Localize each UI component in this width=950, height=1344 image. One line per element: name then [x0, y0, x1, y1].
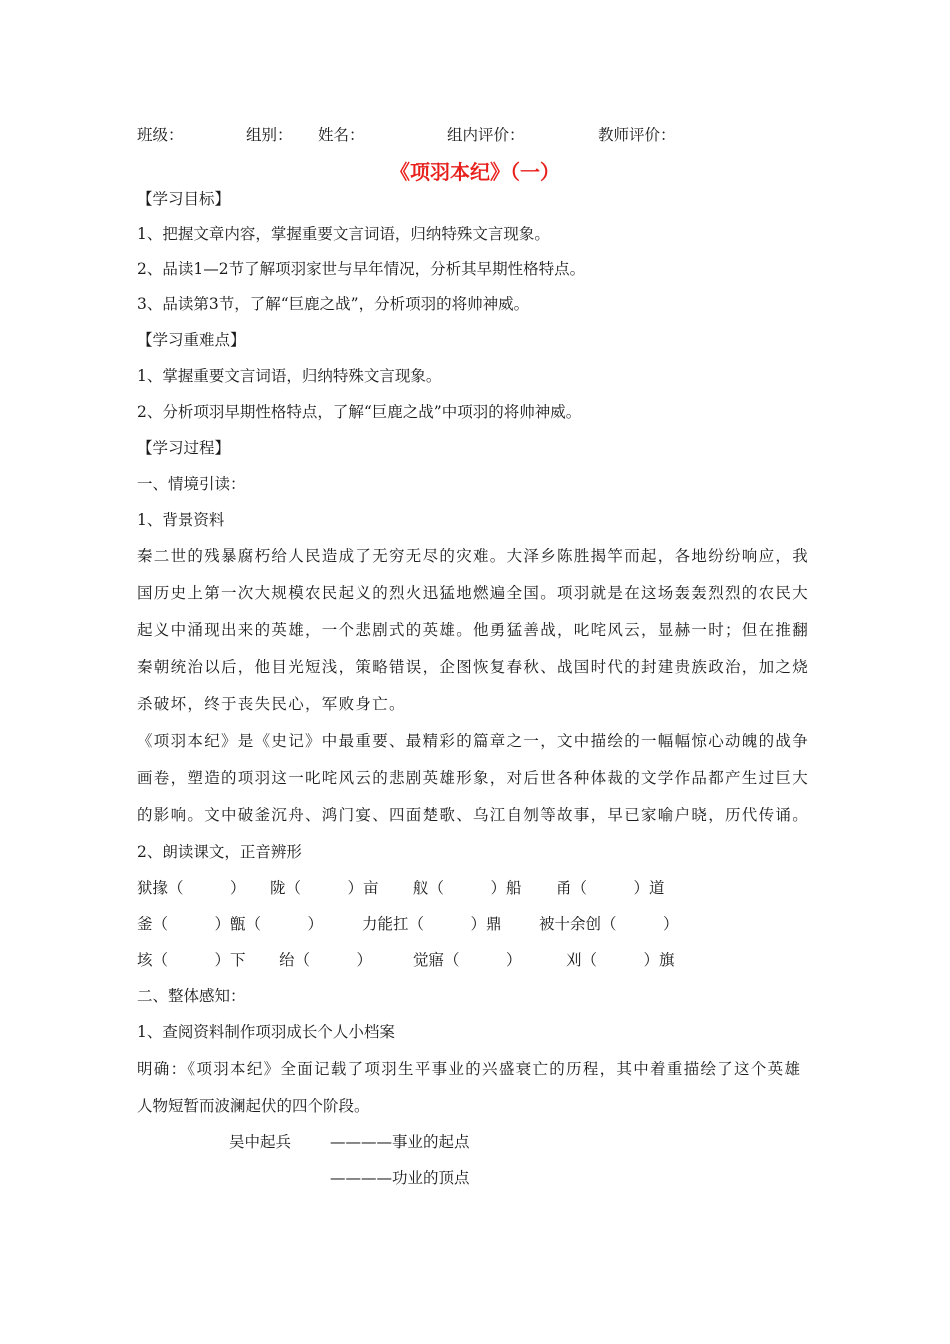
- teacher-eval-label: 教师评价：: [598, 126, 676, 144]
- paragraph-line: 国历史上第一次大规模农民起义的烈火迅猛地燃遍全国。项羽就是在这场轰轰烈烈的农民大: [137, 584, 810, 602]
- pron-item: 甬（ ）道: [556, 879, 665, 897]
- pron-item: 舣（ ）船: [413, 879, 522, 897]
- stage-desc: ————功业的顶点: [330, 1169, 470, 1187]
- pron-item: 釜（ ）甑（ ）: [137, 915, 324, 933]
- key-points-heading: 【学习重难点】: [137, 331, 246, 349]
- objective-item: 3、品读第3节，了解“巨鹿之战”，分析项羽的将帅神威。: [137, 295, 530, 313]
- section-heading: 二、整体感知：: [137, 987, 246, 1005]
- paragraph-line: 起义中涌现出来的英雄，一个悲剧式的英雄。他勇猛善战，叱咤风云，显赫一时；但在推翻: [137, 621, 810, 639]
- pron-item: 刈（ ）旗: [566, 951, 675, 969]
- pron-item: 力能扛（ ）鼎: [362, 915, 502, 933]
- paragraph-line: 人物短暂而波澜起伏的四个阶段。: [137, 1097, 370, 1115]
- section-heading: 一、情境引读：: [137, 475, 246, 493]
- pron-item: 陇（ ）亩: [270, 879, 379, 897]
- pron-item: 垓（ ）下: [137, 951, 246, 969]
- class-label: 班级：: [137, 126, 184, 144]
- pron-item: 狱掾（ ）: [137, 879, 246, 897]
- paragraph-line: 秦朝统治以后，他目光短浅，策略错误，企图恢复春秋、战国时代的封建贵族政治，加之烧: [137, 658, 810, 676]
- paragraph-line: 杀破坏，终于丧失民心，军败身亡。: [137, 695, 406, 713]
- pron-item: 被十余创（ ）: [539, 915, 679, 933]
- subsection-heading: 2、朗读课文，正音辨形: [137, 843, 302, 861]
- subsection-heading: 1、背景资料: [137, 511, 225, 529]
- paragraph-line: 画卷，塑造的项羽这一叱咤风云的悲剧英雄形象，对后世各种体裁的文学作品都产生过巨大: [137, 769, 810, 787]
- group-eval-label: 组内评价：: [447, 126, 525, 144]
- key-point-item: 2、分析项羽早期性格特点，了解“巨鹿之战”中项羽的将帅神威。: [137, 403, 582, 421]
- paragraph-line: 秦二世的残暴腐朽给人民造成了无穷无尽的灾难。大泽乡陈胜揭竿而起，各地纷纷响应，我: [137, 547, 810, 565]
- page-title: 《项羽本纪》（一）: [390, 160, 560, 184]
- key-point-item: 1、掌握重要文言词语，归纳特殊文言现象。: [137, 367, 442, 385]
- objective-item: 1、把握文章内容，掌握重要文言词语，归纳特殊文言现象。: [137, 225, 550, 243]
- pron-item: 绐（ ）: [279, 951, 373, 969]
- objective-item: 2、品读1—2节了解项羽家世与早年情况，分析其早期性格特点。: [137, 260, 586, 278]
- stage-desc: ————事业的起点: [330, 1133, 470, 1151]
- name-label: 姓名：: [318, 126, 365, 144]
- stage-name: 吴中起兵: [229, 1133, 292, 1151]
- paragraph-line: 《项羽本纪》是《史记》中最重要、最精彩的篇章之一，文中描绘的一幅幅惊心动魄的战争: [137, 732, 810, 750]
- paragraph-line: 明确：《项羽本纪》全面记载了项羽生平事业的兴盛衰亡的历程，其中着重描绘了这个英雄: [137, 1060, 802, 1078]
- process-heading: 【学习过程】: [137, 439, 231, 457]
- pron-item: 觉寤（ ）: [413, 951, 522, 969]
- paragraph-line: 的影响。文中破釜沉舟、鸿门宴、四面楚歌、乌江自刎等故事，早已家喻户晓，历代传诵。: [137, 806, 810, 824]
- group-label: 组别：: [246, 126, 293, 144]
- subsection-heading: 1、查阅资料制作项羽成长个人小档案: [137, 1023, 395, 1041]
- objectives-heading: 【学习目标】: [137, 190, 231, 208]
